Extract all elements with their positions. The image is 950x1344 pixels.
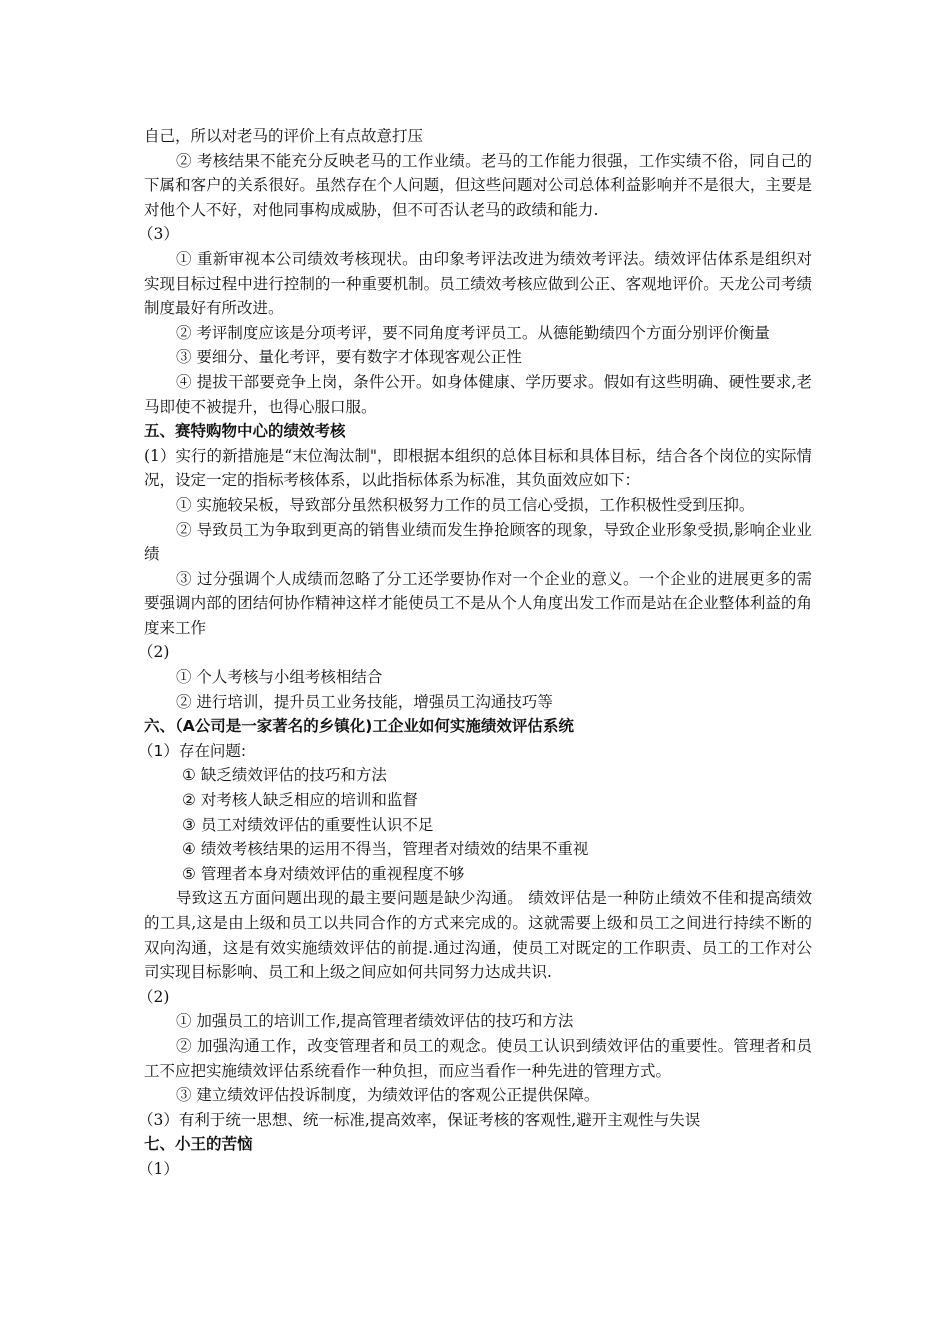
list-item: ① 缺乏绩效评估的技巧和方法 (182, 766, 387, 785)
section-heading: 七、小王的苦恼 (144, 1135, 253, 1154)
item-number: （2) (138, 987, 170, 1006)
list-item: ④ 绩效考核结果的运用不得当，管理者对绩效的结果不重视 (182, 840, 589, 859)
paragraph: (1）实行的新措施是“末位淘汰制"，即根据本组织的总体目标和具体目标，结合各个岗位的实际情况，设定一定的指标考核体系，以此指标体系为标准，其负面效应如下： (144, 446, 812, 490)
paragraph: ① 重新审视本公司绩效考核现状。由印象考评法改进为绩效考评法。绩效评估体系是组织对实现目标过程中进行控制的一种重要机制。员工绩效考核应做到公正、客观地评价。天龙公司考绩制度最好有所改进。 (144, 249, 812, 318)
list-item: ③ 员工对绩效评估的重要性认识不足 (182, 815, 434, 834)
paragraph: 自己，所以对老马的评价上有点故意打压 (144, 127, 424, 145)
list-item: ② 进行培训，提升员工业务技能，增强员工沟通技巧等 (176, 692, 553, 711)
list-item: ⑤ 管理者本身对绩效评估的重视程度不够 (182, 864, 465, 883)
list-item: ② 对考核人缺乏相应的培训和监督 (182, 791, 418, 810)
paragraph: ② 导致员工为争取到更高的销售业绩而发生挣抢顾客的现象，导致企业形象受损,影响企业业绩 (144, 520, 812, 564)
section-heading: 五、赛特购物中心的绩效考核 (144, 422, 346, 441)
paragraph: ② 考评制度应该是分项考评，要不同角度考评员工。从德能勤绩四个方面分别评价衡量 (176, 323, 770, 342)
paragraph: （3）有利于统一思想、统一标准,提高效率，保证考核的客观性,避开主观性与失误 (138, 1110, 701, 1129)
document-body (138, 124, 812, 1182)
list-heading: （1）存在问题: (138, 741, 247, 760)
paragraph: 导致这五方面问题出现的最主要问题是缺少沟通。 绩效评估是一种防止绩效不佳和提高绩效的工具,这是由上级和员工以共同合作的方式来完成的。这就需要上级和员工之间进行持续不断的双向沟通，这是有效实施绩效评估的前提.通过沟通，使员工对既定的工作职责、员工的工作对公司实现目标影响、员工和上级之间应如何共同努力达成共识. (144, 889, 812, 982)
paragraph: ③ 要细分、量化考评，要有数字才体现客观公正性 (176, 348, 522, 367)
paragraph: ② 加强沟通工作，改变管理者和员工的观念。使员工认识到绩效评估的重要性。管理者和员工不应把实施绩效评估系统看作一种负担，而应当看作一种先进的管理方式。 (144, 1036, 812, 1080)
section-heading: 六、（A公司是一家著名的乡镇化)工企业如何实施绩效评估系统 (144, 717, 574, 736)
paragraph: ④ 提拔干部要竞争上岗，条件公开。如身体健康、学历要求。假如有这些明确、硬性要求,老马即使不被提升，也得心服口服。 (144, 372, 812, 416)
paragraph: ① 实施较呆板，导致部分虽然积极努力工作的员工信心受损，工作积极性受到压抑。 (176, 495, 755, 514)
paragraph: ③ 建立绩效评估投诉制度，为绩效评估的客观公正提供保障。 (176, 1086, 600, 1105)
item-number: （3） (138, 225, 179, 244)
list-item: ① 个人考核与小组考核相结合 (176, 668, 383, 687)
item-number: （2) (138, 643, 170, 662)
paragraph: ① 加强员工的培训工作,提高管理者绩效评估的技巧和方法 (176, 1012, 574, 1031)
paragraph: ② 考核结果不能充分反映老马的工作业绩。老马的工作能力很强，工作实绩不俗，同自己的下属和客户的关系很好。虽然存在个人问题，但这些问题对公司总体利益影响并不是很大，主要是对他个人不好，对他同事构成威胁，但不可否认老马的政绩和能力. (144, 151, 812, 219)
paragraph: ③ 过分强调个人成绩而忽略了分工还学要协作对一个企业的意义。一个企业的进展更多的需要强调内部的团结何协作精神这样才能使员工不是从个人角度出发工作而是站在企业整体利益的角度来工作 (144, 569, 812, 637)
item-number: （1） (138, 1159, 179, 1178)
